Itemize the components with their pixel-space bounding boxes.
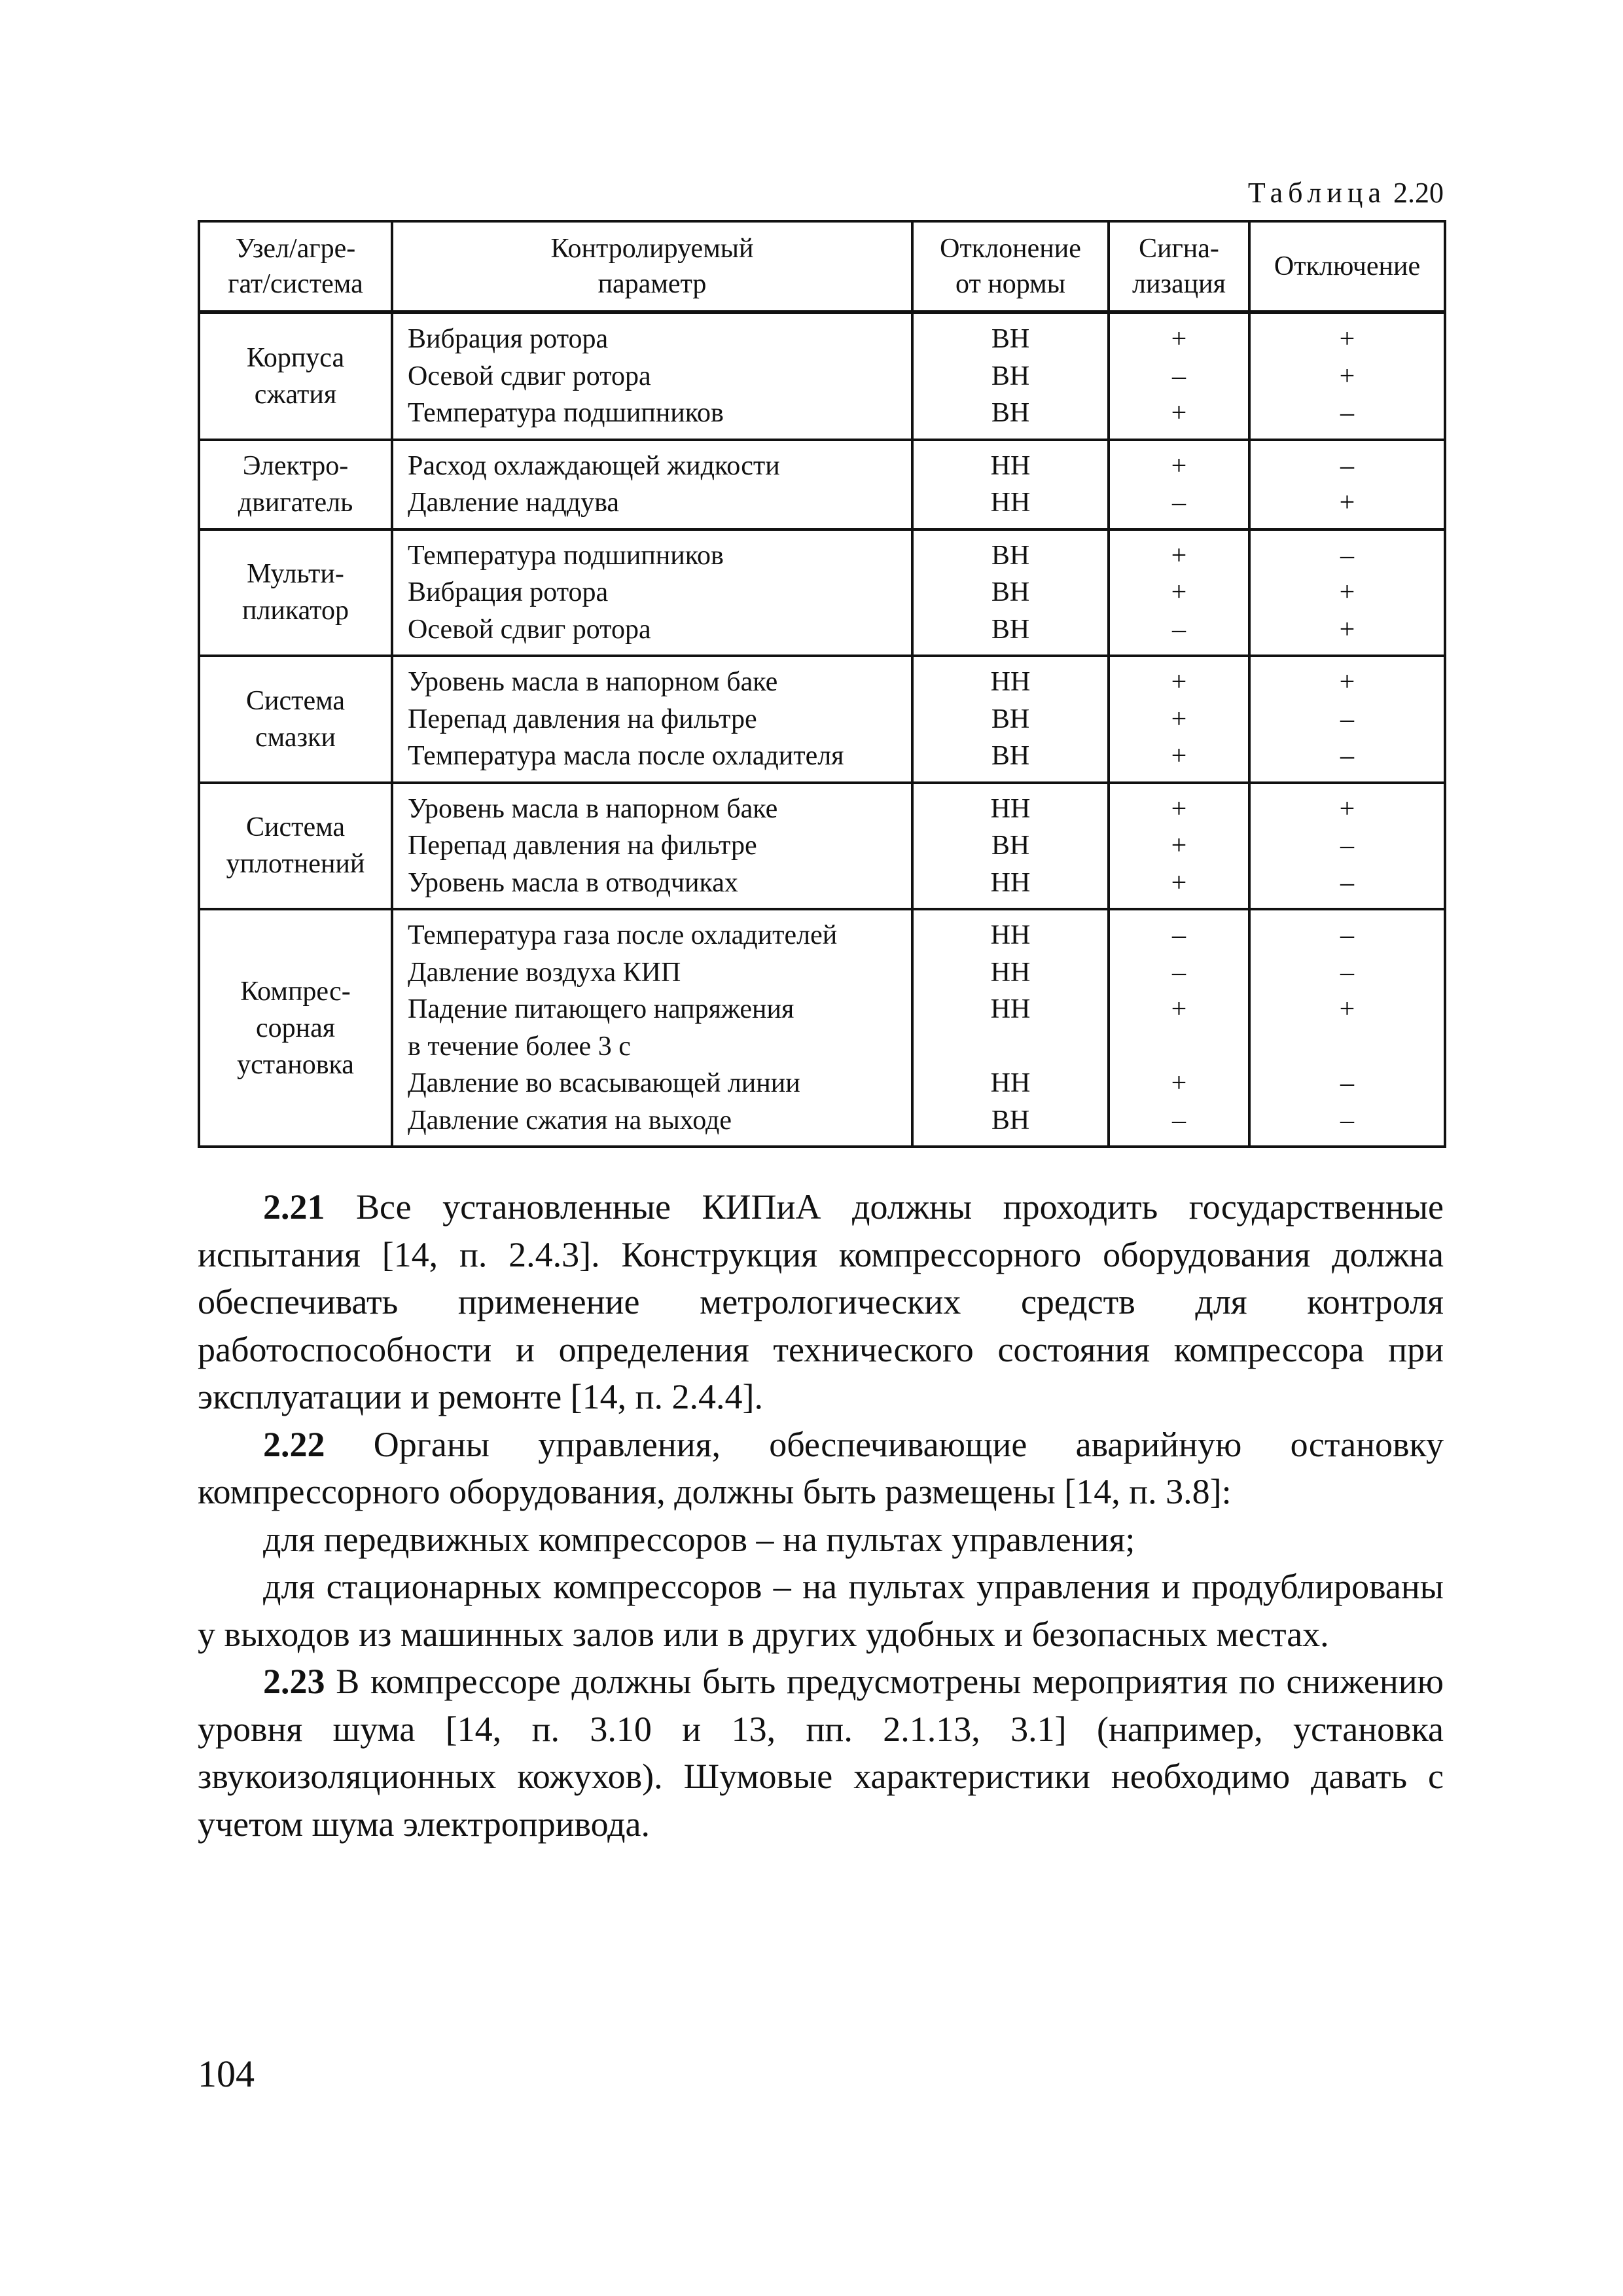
header-alarm: Сигна- лизация <box>1109 221 1249 312</box>
alarm-line: + <box>1171 1068 1187 1098</box>
deviation-cell <box>912 440 1109 529</box>
deviation-line: НН <box>990 867 1031 898</box>
param-line: Осевой сдвиг ротора <box>408 361 651 391</box>
param-line: Температура масла после охладителя <box>408 741 844 771</box>
shutdown-cell <box>1249 312 1445 440</box>
deviation-line: ВН <box>991 324 1030 354</box>
param-line: Давление во всасывающей линии <box>408 1068 800 1098</box>
alarm-line: + <box>1171 667 1187 697</box>
deviation-cell <box>912 783 1109 910</box>
deviation-line: ВН <box>991 577 1030 607</box>
paragraph-2-21: 2.21 Все установленные КИПиА должны проходить государственные испытания [14, п. 2.4.3]. Конструкция компрессорного оборудования должна обеспечивать применение метрологических средств для контроля работоспособности и определения технического состояния компрессора при эксплуатации и ремонте [14, п. 2.4.4]. <box>198 1187 1444 1416</box>
shutdown-line: – <box>1340 704 1354 734</box>
param-cell <box>392 909 912 1147</box>
shutdown-line: – <box>1340 1105 1354 1136</box>
param-line: Вибрация ротора <box>408 577 609 607</box>
shutdown-line <box>1251 1028 1444 1066</box>
caption-number: 2.20 <box>1393 177 1444 209</box>
shutdown-line: + <box>1339 994 1355 1024</box>
table-row <box>199 312 1445 440</box>
header-deviation: Отклонение от нормы <box>912 221 1109 312</box>
unit-cell <box>199 909 392 1147</box>
alarm-line <box>1110 1028 1248 1066</box>
shutdown-line: – <box>1340 398 1354 428</box>
table-caption <box>1047 175 1444 211</box>
deviation-line: НН <box>990 957 1031 988</box>
param-cell <box>392 783 912 910</box>
param-line: Уровень масла в отводчиках <box>408 867 738 898</box>
deviation-line <box>914 1028 1107 1066</box>
unit-cell <box>199 312 392 440</box>
param-line: Температура подшипников <box>408 398 724 428</box>
alarm-cell <box>1109 783 1249 910</box>
deviation-cell <box>912 529 1109 656</box>
alarm-cell <box>1109 529 1249 656</box>
shutdown-line: – <box>1340 741 1354 771</box>
deviation-cell <box>912 909 1109 1147</box>
shutdown-line: – <box>1340 1068 1354 1098</box>
alarm-line: – <box>1172 361 1186 391</box>
param-line: Давление воздуха КИП <box>408 957 681 988</box>
unit-name: Корпуса сжатия <box>246 342 345 410</box>
alarm-cell <box>1109 440 1249 529</box>
param-cell <box>392 656 912 783</box>
table-header-row <box>199 221 1445 312</box>
deviation-line: ВН <box>991 741 1030 771</box>
param-line: Уровень масла в напорном баке <box>408 793 778 824</box>
param-line: Перепад давления на фильтре <box>408 831 757 861</box>
deviation-line: НН <box>990 793 1031 824</box>
alarm-line: – <box>1172 614 1186 645</box>
shutdown-line: + <box>1339 614 1355 645</box>
alarm-line: + <box>1171 994 1187 1024</box>
param-line: Температура газа после охладителей <box>408 920 838 950</box>
deviation-line: ВН <box>991 361 1030 391</box>
param-cell <box>392 312 912 440</box>
paragraph-2-23: 2.23 В компрессоре должны быть предусмотрены мероприятия по снижению уровня шума [14, п. 3.10 и 13, пп. 2.1.13, 3.1] (например, установка звукоизоляционных кожухов). Шумовые характеристики необходимо давать с учетом шума электропривода. <box>198 1662 1444 1844</box>
deviation-line: НН <box>990 920 1031 950</box>
param-line: Осевой сдвиг ротора <box>408 614 651 645</box>
shutdown-line: – <box>1340 450 1354 481</box>
table-row <box>199 656 1445 783</box>
table-row <box>199 529 1445 656</box>
alarm-line: – <box>1172 920 1186 950</box>
param-line: Температура подшипников <box>408 540 724 571</box>
alarm-line: + <box>1171 540 1187 571</box>
deviation-line: НН <box>990 667 1031 697</box>
table-row <box>199 783 1445 910</box>
deviation-line: ВН <box>991 614 1030 645</box>
shutdown-cell <box>1249 783 1445 910</box>
deviation-line: ВН <box>991 831 1030 861</box>
alarm-line: – <box>1172 1105 1186 1136</box>
param-line: Уровень масла в напорном баке <box>408 667 778 697</box>
unit-name: Мульти- пликатор <box>241 559 349 626</box>
alarm-line: + <box>1171 831 1187 861</box>
deviation-line: ВН <box>991 704 1030 734</box>
param-line: Вибрация ротора <box>408 324 609 354</box>
alarm-cell <box>1109 656 1249 783</box>
unit-cell <box>199 529 392 656</box>
alarm-line: + <box>1171 324 1187 354</box>
unit-cell <box>199 440 392 529</box>
paragraph-2-22-stationary: для стационарных компрессоров – на пультах управления и продублированы у выходов из машинных залов или в других удобных и безопасных местах. <box>198 1567 1444 1654</box>
alarm-line: – <box>1172 488 1186 518</box>
shutdown-line: + <box>1339 488 1355 518</box>
paragraph-2-22: 2.22 Органы управления, обеспечивающие аварийную остановку компрессорного оборудования, должны быть размещены [14, п. 3.8]: <box>198 1424 1444 1511</box>
header-param: Контролируемый параметр <box>392 221 912 312</box>
alarm-line: + <box>1171 450 1187 481</box>
param-line: в течение более 3 с <box>408 1031 631 1062</box>
header-shutdown: Отключение <box>1249 221 1445 312</box>
body-text <box>198 1183 1444 1848</box>
shutdown-line: – <box>1340 540 1354 571</box>
shutdown-cell <box>1249 656 1445 783</box>
param-line: Давление наддува <box>408 488 620 518</box>
alarm-line: + <box>1171 704 1187 734</box>
unit-name: Система уплотнений <box>226 812 365 880</box>
param-cell <box>392 529 912 656</box>
alarm-line: + <box>1171 867 1187 898</box>
alarm-line: + <box>1171 577 1187 607</box>
param-line: Расход охлаждающей жидкости <box>408 450 780 481</box>
deviation-cell <box>912 656 1109 783</box>
param-line: Перепад давления на фильтре <box>408 704 757 734</box>
header-unit: Узел/агре- гат/система <box>199 221 392 312</box>
shutdown-line: + <box>1339 361 1355 391</box>
shutdown-cell <box>1249 440 1445 529</box>
shutdown-line: + <box>1339 793 1355 824</box>
param-cell <box>392 440 912 529</box>
shutdown-line: – <box>1340 867 1354 898</box>
shutdown-line: – <box>1340 831 1354 861</box>
deviation-line: НН <box>990 994 1031 1024</box>
unit-cell <box>199 783 392 910</box>
alarm-line: + <box>1171 398 1187 428</box>
alarm-line: + <box>1171 793 1187 824</box>
table-row <box>199 440 1445 529</box>
alarm-cell <box>1109 312 1249 440</box>
shutdown-line: + <box>1339 324 1355 354</box>
table-row <box>199 909 1445 1147</box>
alarm-cell <box>1109 909 1249 1147</box>
parameters-table <box>198 220 1446 1148</box>
unit-name: Система смазки <box>245 685 346 753</box>
paragraph-2-22-mobile: для передвижных компрессоров – на пультах управления; <box>263 1519 1135 1559</box>
shutdown-line: + <box>1339 667 1355 697</box>
deviation-line: ВН <box>991 1105 1030 1136</box>
unit-cell <box>199 656 392 783</box>
caption-label: Таблица <box>1247 177 1386 209</box>
shutdown-line: + <box>1339 577 1355 607</box>
page-number: 104 <box>198 2053 255 2095</box>
alarm-line: + <box>1171 741 1187 771</box>
shutdown-line: – <box>1340 957 1354 988</box>
param-line: Давление сжатия на выходе <box>408 1105 732 1136</box>
deviation-cell <box>912 312 1109 440</box>
deviation-line: ВН <box>991 540 1030 571</box>
shutdown-cell <box>1249 909 1445 1147</box>
param-line: Падение питающего напряжения <box>408 994 794 1024</box>
deviation-line: НН <box>990 1068 1031 1098</box>
shutdown-line: – <box>1340 920 1354 950</box>
unit-name: Компрес- сорная установка <box>237 976 354 1080</box>
deviation-line: НН <box>990 450 1031 481</box>
shutdown-cell <box>1249 529 1445 656</box>
deviation-line: ВН <box>991 398 1030 428</box>
unit-name: Электро- двигатель <box>238 451 353 518</box>
alarm-line: – <box>1172 957 1186 988</box>
deviation-line: НН <box>990 488 1031 518</box>
